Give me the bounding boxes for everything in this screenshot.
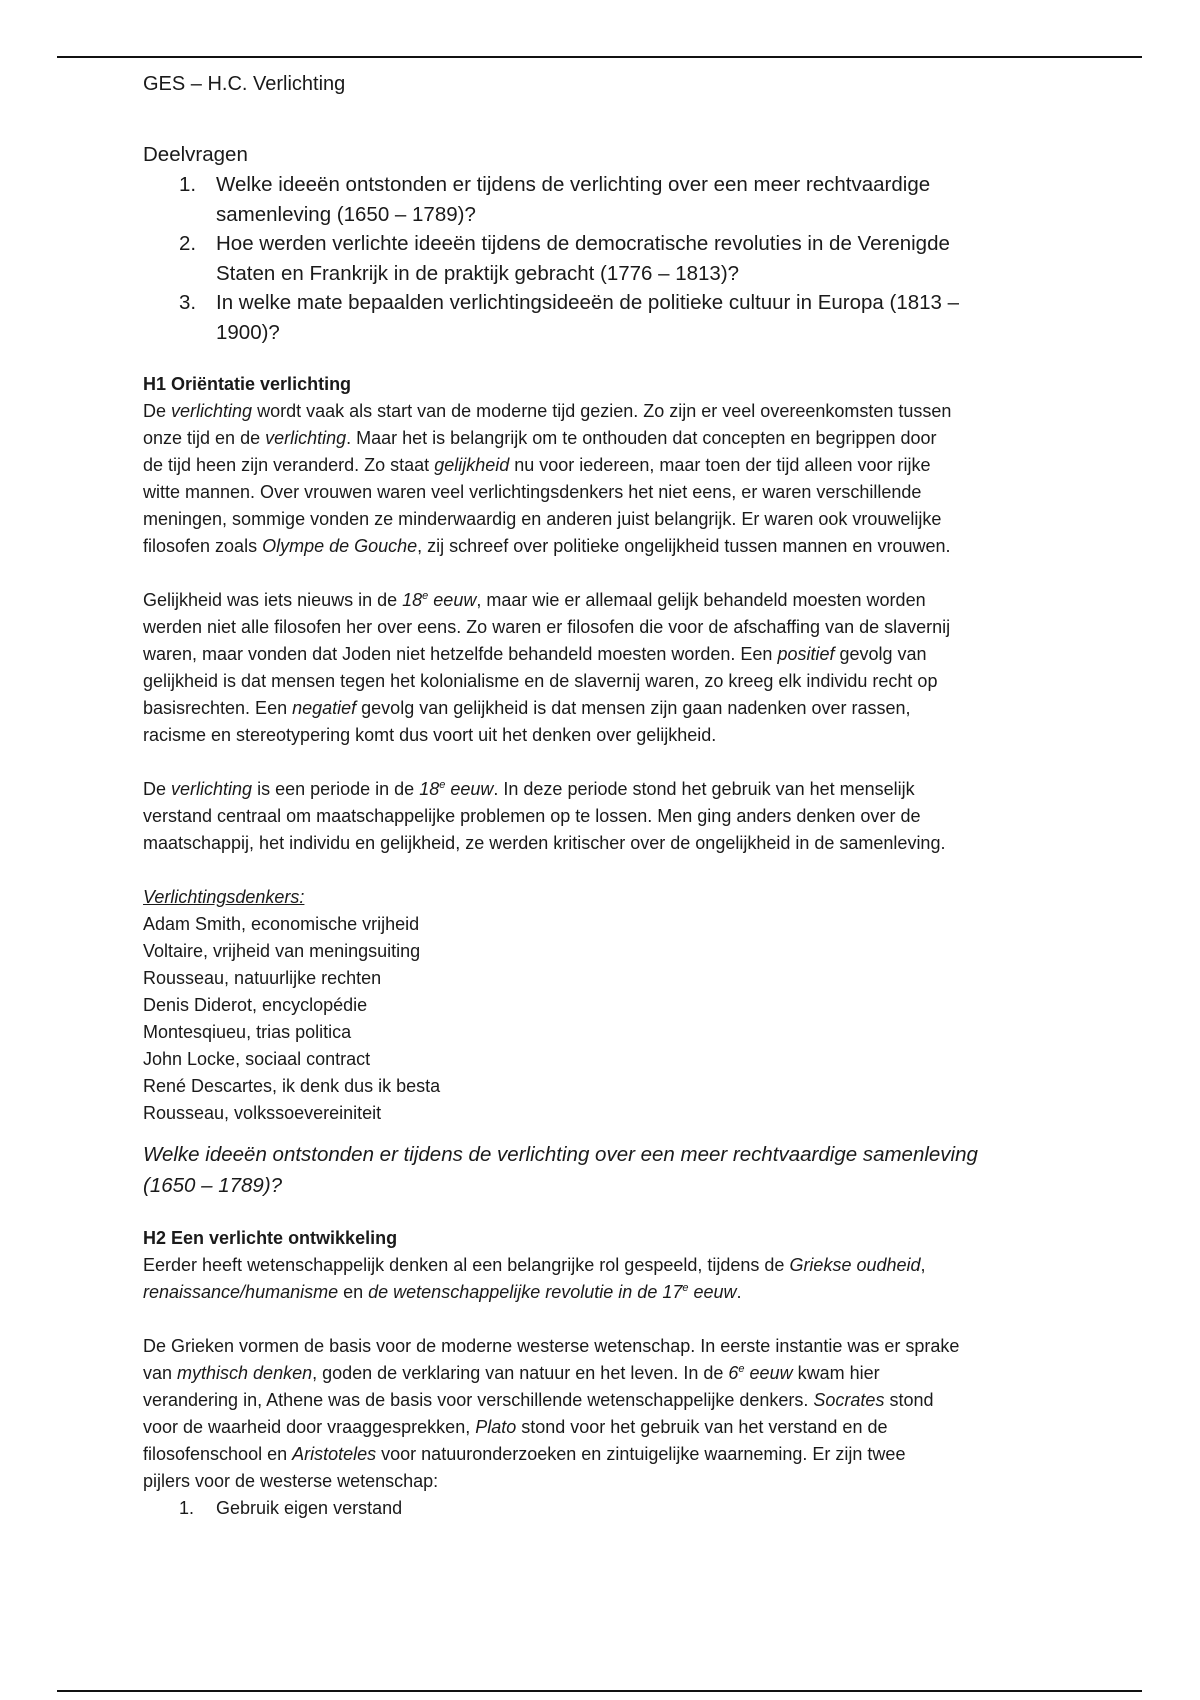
paragraph: Gelijkheid was iets nieuws in de 18e eeuw, maar wie er allemaal gelijk behandeld moesten worden werden niet alle filosofen her over eens. Zo waren er filosofen die voor de afschaffing van de slavernij waren, maar vonden dat Joden niet hetzelfde behandeld moesten worden. Een positief gevolg van gelijkheid is dat mensen tegen het kolonialisme en de slavernij waren, zo kreeg elk individu recht op basisrechten. Een negatief gevolg van gelijkheid is dat mensen zijn gaan nadenken over rassen, racisme en stereotypering komt dus voort uit het denken over gelijkheid.: [143, 590, 951, 745]
document-body: [143, 70, 1063, 1522]
deelvragen-title: Deelvragen: [143, 143, 248, 166]
document-header: GES – H.C. Verlichting: [143, 73, 346, 95]
list-item: 2. Hoe werden verlichte ideeën tijdens de democratische revoluties in de Verenigde Staten en Frankrijk in de praktijk gebracht (1776 – 1813)?: [179, 232, 950, 285]
paragraph: De verlichting is een periode in de 18e eeuw. In deze periode stond het gebruik van het menselijk verstand centraal om maatschappelijke problemen op te lossen. Men ging anders denken over de maatschappij, het individu en gelijkheid, ze werden kritischer over de ongelijkheid in de samenleving.: [143, 779, 946, 853]
top-rule: [57, 56, 1142, 58]
section-heading-h1: H1 Oriëntatie verlichting: [143, 374, 352, 394]
list-item: René Descartes, ik denk dus ik besta: [143, 1076, 441, 1096]
list-item: 1. Welke ideeën ontstonden er tijdens de verlichting over een meer rechtvaardige samenleving (1650 – 1789)?: [179, 173, 931, 226]
paragraph: Eerder heeft wetenschappelijk denken al een belangrijke rol gespeeld, tijdens de Griekse oudheid, renaissance/humanisme en de wetenschappelijke revolutie in de 17e eeuw.: [143, 1255, 926, 1302]
deelvragen-list: [143, 170, 1063, 347]
denkers-list: [143, 911, 1063, 1127]
list-item: John Locke, sociaal contract: [143, 1049, 371, 1069]
list-item: Denis Diderot, encyclopédie: [143, 995, 368, 1015]
denkers-title: Verlichtingsdenkers:: [143, 887, 305, 907]
list-item: Rousseau, volkssoevereiniteit: [143, 1103, 382, 1123]
list-item: Montesqiueu, trias politica: [143, 1022, 352, 1042]
list-item: Adam Smith, economische vrijheid: [143, 914, 420, 934]
list-item: 3. In welke mate bepaalden verlichtingsideeën de politieke cultuur in Europa (1813 – 1900)?: [179, 291, 960, 344]
bottom-rule: [57, 1690, 1142, 1692]
paragraph: De Grieken vormen de basis voor de moderne westerse wetenschap. In eerste instantie was er sprake van mythisch denken, goden de verklaring van natuur en het leven. In de 6e eeuw kwam hier verandering in, Athene was de basis voor verschillende wetenschappelijke denkers. Socrates stond voor de waarheid door vraaggesprekken, Plato stond voor het gebruik van het verstand en de filosofenschool en Aristoteles voor natuuronderzoeken en zintuigelijke waarneming. Er zijn twee pijlers voor de westerse wetenschap:: [143, 1336, 960, 1491]
section-heading-h2: H2 Een verlichte ontwikkeling: [143, 1228, 398, 1248]
list-item: Voltaire, vrijheid van meningsuiting: [143, 941, 421, 961]
pijlers-list: [143, 1495, 1063, 1522]
question-heading: Welke ideeën ontstonden er tijdens de verlichting over een meer rechtvaardige samenleving (1650 – 1789)?: [143, 1143, 978, 1197]
list-item: 1. Gebruik eigen verstand: [179, 1498, 403, 1518]
paragraph: De verlichting wordt vaak als start van de moderne tijd gezien. Zo zijn er veel overeenkomsten tussen onze tijd en de verlichting. Maar het is belangrijk om te onthouden dat concepten en begrippen door de tijd heen zijn veranderd. Zo staat gelijkheid nu voor iedereen, maar toen der tijd alleen voor rijke witte mannen. Over vrouwen waren veel verlichtingsdenkers het niet eens, er waren verschillende meningen, sommige vonden ze minderwaardig en anderen juist belangrijk. Er waren ook vrouwelijke filosofen zoals Olympe de Gouche, zij schreef over politieke ongelijkheid tussen mannen en vrouwen.: [143, 401, 952, 556]
list-item: Rousseau, natuurlijke rechten: [143, 968, 382, 988]
